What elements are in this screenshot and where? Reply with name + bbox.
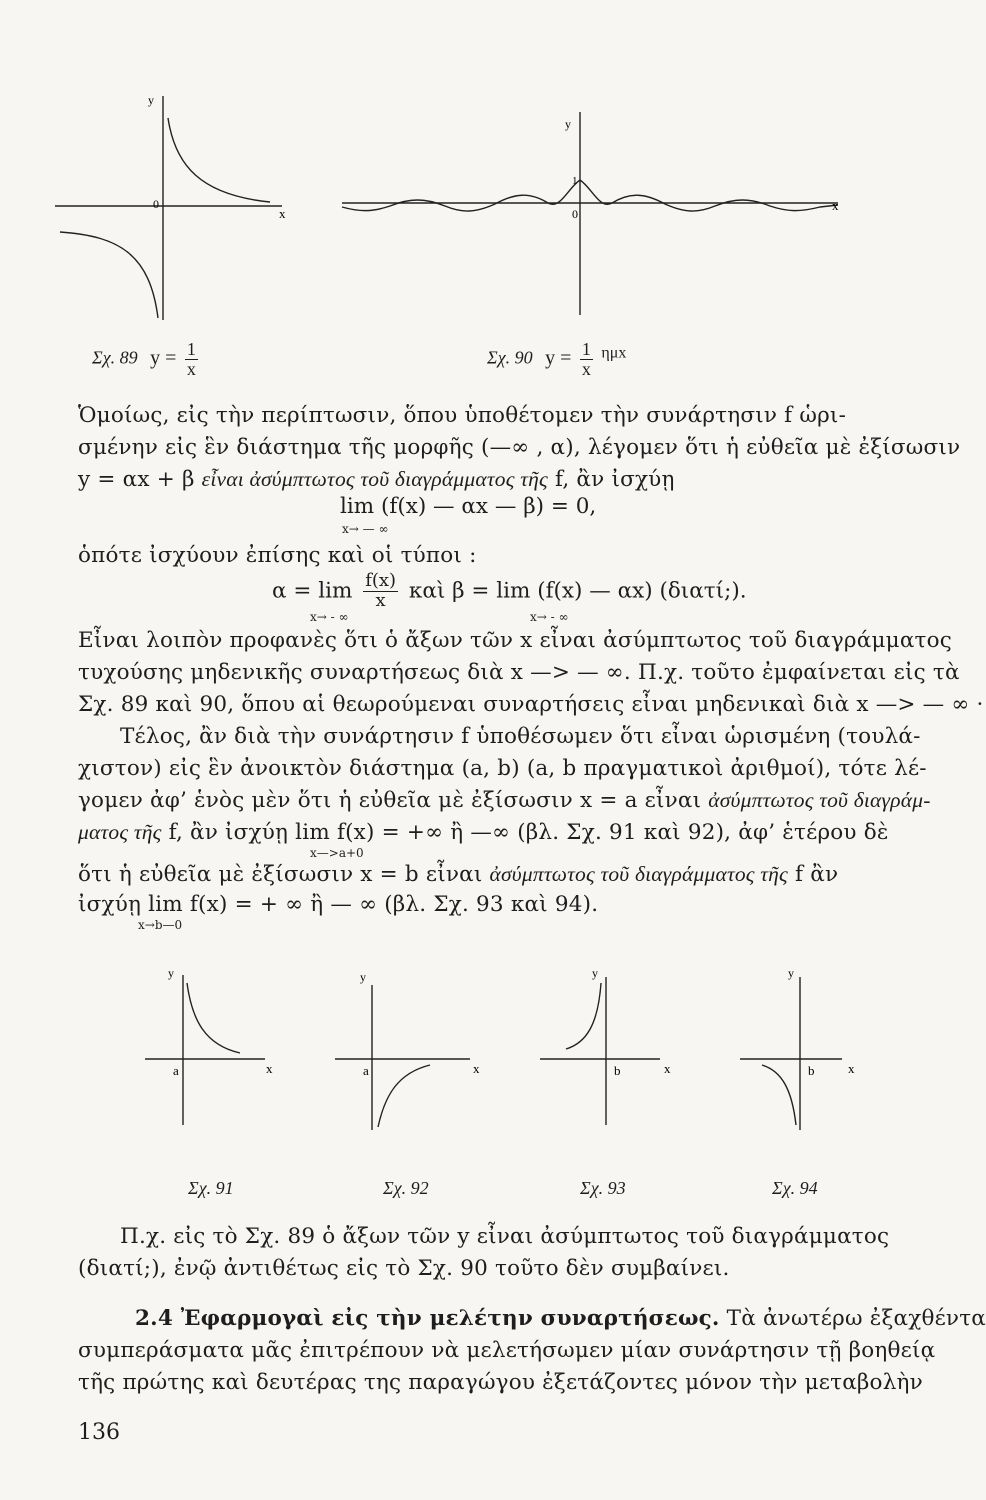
fig90-axis-x-label: x xyxy=(832,198,839,213)
p2-line-4-subscript: x—>a+0 xyxy=(310,846,364,860)
fig91-axis-x-label: x xyxy=(266,1061,273,1076)
p2-line-5-text: ὅτι ἡ εὐθεῖα μὲ ἐξίσωσιν x = b εἶναι xyxy=(78,862,483,887)
fig89-formula-lhs: y = xyxy=(150,346,177,369)
top-figures xyxy=(0,0,952,380)
p2-line-4-text: f, ἂν ἰσχύῃ lim f(x) = +∞ ἢ —∞ (βλ. Σχ. 91 καὶ 92), ἀφ’ ἑτέρου δὲ xyxy=(168,820,889,845)
fig89-curve-right xyxy=(168,118,270,202)
fig91-point-label: a xyxy=(173,1063,179,1078)
p2-line-2: χιστον) εἰς ἓν ἀνοικτὸν διάστημα (a, b) (a, b πραγματικοὶ ἀριθμοί), τότε λέ- xyxy=(78,756,927,781)
figure-91-graph xyxy=(145,975,265,1125)
fig92-curve xyxy=(378,1065,430,1127)
fig92-point-label: a xyxy=(363,1063,369,1078)
fig93-curve xyxy=(566,983,601,1049)
fig90-curve xyxy=(342,180,838,211)
fig89-caption xyxy=(92,340,202,379)
p1-line-3 xyxy=(78,467,675,492)
section-line-2: συμπεράσματα μᾶς ἐπιτρέπουν νὰ μελετήσωμεν μίαν συνάρτησιν τῇ βοηθείᾳ xyxy=(78,1338,936,1363)
page-number: 136 xyxy=(78,1420,120,1445)
fig93-point-label: b xyxy=(614,1063,621,1078)
p2-line-1: Τέλος, ἂν διὰ τὴν συνάρτησιν f ὑποθέσωμεν ὅτι εἶναι ὡρισμένη (τουλά- xyxy=(120,724,921,749)
alpha-fraction xyxy=(363,572,398,611)
limit-subscript: x→ — ∞ xyxy=(342,522,389,536)
fig90-origin-label: 0 xyxy=(572,207,578,221)
fig90-fraction xyxy=(580,340,593,379)
fig94-curve xyxy=(762,1065,796,1125)
p1-line-1: Ὁμοίως, εἰς τὴν περίπτωσιν, ὅπου ὑποθέτομεν τὴν συνάρτησιν f ὡρι- xyxy=(78,403,847,428)
fig93-caption: Σχ. 93 xyxy=(580,1178,626,1198)
figure-94-graph xyxy=(740,977,842,1130)
alpha-beta-formula xyxy=(272,572,747,611)
fig94-caption: Σχ. 94 xyxy=(772,1178,818,1198)
fig94-axis-y-label: y xyxy=(788,966,794,980)
p2-line-6-subscript: x→b—0 xyxy=(138,918,183,932)
fig90-label: Σχ. 90 xyxy=(487,347,533,368)
p2-line-3-italic: ἀσύμπτωτος τοῦ διαγράμ- xyxy=(708,788,931,812)
fig91-axis-y-label: y xyxy=(168,966,174,980)
fig89-axis-y-label: y xyxy=(148,93,154,107)
fig89-curve-left xyxy=(60,232,158,318)
p2-line-5 xyxy=(78,862,838,887)
p1-line-7: Σχ. 89 καὶ 90, ὅπου αἱ θεωρούμεναι συναρτήσεις εἶναι μηδενικαὶ διὰ x —> — ∞ · xyxy=(78,692,984,717)
beta-formula: καὶ β = lim (f(x) — αx) (διατί;). xyxy=(408,578,747,604)
figure-93-graph xyxy=(540,977,660,1125)
p1-line-3-end: f, ἂν ἰσχύῃ xyxy=(554,467,675,492)
alpha-fraction-den: x xyxy=(375,589,386,611)
fig89-axis-x-label: x xyxy=(279,206,286,221)
p3-line-2: (διατί;), ἐνῷ ἀντιθέτως εἰς τὸ Σχ. 90 τοῦτο δὲν συμβαίνει. xyxy=(78,1256,730,1281)
fig90-formula-lhs: y = xyxy=(545,346,572,369)
fig90-axis-y-label: y xyxy=(565,117,571,131)
section-line-1-rest: Τὰ ἀνωτέρω ἐξαχθέντα xyxy=(726,1306,986,1331)
section-heading: 2.4 Ἐφαρμογαὶ εἰς τὴν μελέτην συναρτήσεως. xyxy=(135,1306,720,1331)
figure-89-graph xyxy=(55,96,282,320)
fig93-axis-x-label: x xyxy=(664,1061,671,1076)
fig94-point-label: b xyxy=(808,1063,815,1078)
figure-90-graph xyxy=(342,112,838,315)
alpha-fraction-num: f(x) xyxy=(365,570,397,591)
fig89-label: Σχ. 89 xyxy=(92,347,138,368)
p1-line-2: σμένην εἰς ἓν διάστημα τῆς μορφῆς (—∞ , α), λέγομεν ὅτι ἡ εὐθεῖα μὲ ἐξίσωσιν xyxy=(78,435,961,460)
p2-line-4 xyxy=(78,820,889,845)
fig91-caption: Σχ. 91 xyxy=(188,1178,234,1198)
fig89-fraction xyxy=(185,340,198,379)
p2-line-3-text: γομεν ἀφ’ ἑνὸς μὲν ὅτι ἡ εὐθεῖα μὲ ἐξίσωσιν x = a εἶναι xyxy=(78,788,702,813)
fig92-caption: Σχ. 92 xyxy=(383,1178,429,1198)
fig93-axis-y-label: y xyxy=(592,966,598,980)
fig90-tick-label: 1 xyxy=(572,175,578,187)
fig92-axis-y-label: y xyxy=(360,970,366,984)
fig89-fraction-num: 1 xyxy=(186,339,196,359)
p2-line-5-italic: ἀσύμπτωτος τοῦ διαγράμματος τῆς xyxy=(489,862,788,886)
fig89-origin-label: 0 xyxy=(153,197,159,211)
p1-line-5: Εἶναι λοιπὸν προφανὲς ὅτι ὁ ἄξων τῶν x εἶναι ἀσύμπτωτος τοῦ διαγράμματος xyxy=(78,628,953,653)
section-line-1 xyxy=(135,1306,986,1331)
beta-subscript: x→ - ∞ xyxy=(530,610,569,624)
p2-line-3 xyxy=(78,788,931,813)
fig92-axis-x-label: x xyxy=(473,1061,480,1076)
fig94-axis-x-label: x xyxy=(848,1061,855,1076)
figure-92-graph xyxy=(335,985,470,1130)
section-line-3: τῆς πρώτης καὶ δευτέρας της παραγώγου ἐξετάζοντες μόνον τὴν μεταβολὴν xyxy=(78,1370,923,1395)
p2-line-4-italic: ματος τῆς xyxy=(78,820,162,844)
p1-line-3-eq: y = αx + β xyxy=(78,467,195,492)
p2-line-6: ἰσχύῃ lim f(x) = + ∞ ἢ — ∞ (βλ. Σχ. 93 καὶ 94). xyxy=(78,892,599,917)
p1-line-6: τυχούσης μηδενικῆς συναρτήσεως διὰ x —> — ∞. Π.χ. τοῦτο ἐμφαίνεται εἰς τὰ xyxy=(78,660,960,685)
alpha-subscript: x→ - ∞ xyxy=(310,610,349,624)
limit-equation: lim (f(x) — αx — β) = 0, xyxy=(340,494,597,519)
p3-line-1: Π.χ. εἰς τὸ Σχ. 89 ὁ ἄξων τῶν y εἶναι ἀσύμπτωτος τοῦ διαγράμματος xyxy=(120,1224,890,1249)
p1-line-3-italic: εἶναι ἀσύμπτωτος τοῦ διαγράμματος τῆς xyxy=(201,467,548,491)
fig89-fraction-den: x xyxy=(186,358,196,379)
fig91-curve xyxy=(187,983,240,1053)
fig90-formula-suffix: ημx xyxy=(601,344,627,362)
fig90-fraction-den: x xyxy=(581,358,591,379)
bottom-figures xyxy=(0,955,952,1185)
fig90-caption xyxy=(487,340,626,379)
alpha-lhs: α = lim xyxy=(272,578,353,604)
p1-line-4: ὁπότε ἰσχύουν ἐπίσης καὶ οἱ τύποι : xyxy=(78,543,477,568)
p2-line-5-end: f ἂν xyxy=(795,862,839,887)
fig90-fraction-num: 1 xyxy=(581,339,591,359)
